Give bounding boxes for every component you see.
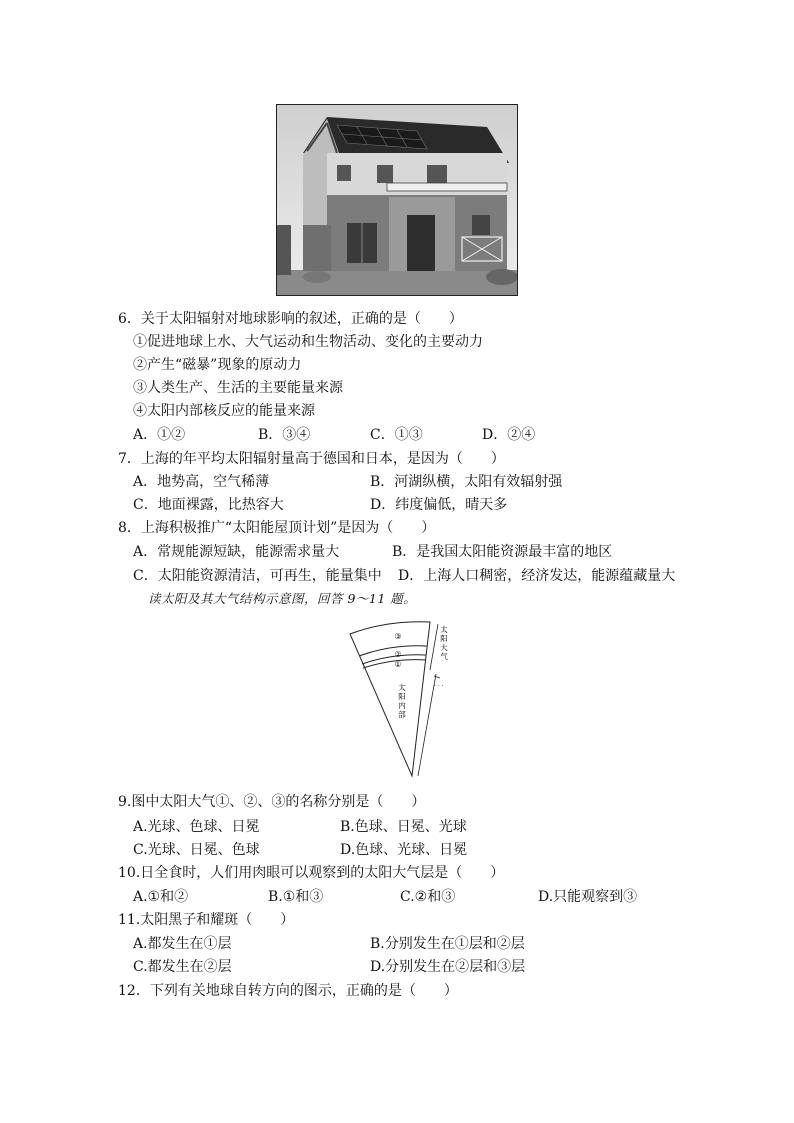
question-11-option-c: C.都发生在②层 — [133, 959, 232, 975]
interior-label-1: 太 — [398, 683, 406, 692]
question-11-option-b: B.分别发生在①层和②层 — [370, 936, 525, 952]
question-8-stem: 8．上海积极推广“太阳能屋顶计划”是因为（ ） — [118, 520, 436, 536]
question-7-option-b: B．河湖纵横，太阳有效辐射强 — [370, 474, 563, 490]
svg-text:· · ·: · · · — [434, 683, 444, 690]
layer-2-label: ② — [394, 650, 402, 659]
question-8-option-c: C．太阳能资源清洁，可再生，能量集中 — [133, 568, 382, 584]
question-10-option-c: C.②和③ — [400, 889, 456, 905]
question-8-option-b: B．是我国太阳能资源最丰富的地区 — [392, 544, 613, 560]
question-10-option-d: D.只能观察到③ — [538, 889, 638, 905]
interior-label-4: 部 — [398, 710, 406, 719]
question-9-stem: 9.图中太阳大气①、②、③的名称分别是（ ） — [118, 794, 426, 810]
question-7-option-c: C．地面裸露，比热容大 — [133, 497, 284, 513]
interior-label-2: 阳 — [398, 692, 406, 701]
question-6-option-c: C．①③ — [370, 427, 423, 443]
question-7-option-d: D．纬度偏低，晴天多 — [370, 497, 508, 513]
question-6-item-3: ③人类生产、生活的主要能量来源 — [133, 380, 343, 396]
question-9-option-a: A.光球、色球、日冕 — [133, 819, 260, 835]
layer-1-label: ① — [394, 660, 402, 669]
question-6-item-1: ①促进地球上水、大气运动和生物活动、变化的主要动力 — [133, 334, 483, 350]
atmosphere-label-3: 大 — [440, 643, 448, 652]
question-11-option-d: D.分别发生在②层和③层 — [370, 959, 526, 975]
question-7-stem: 7．上海的年平均太阳辐射量高于德国和日本，是因为（ ） — [118, 451, 505, 467]
question-6-option-a: A．①② — [133, 427, 186, 443]
diagram-intro: 读太阳及其大气结构示意图，回答 9～11 题。 — [148, 591, 417, 606]
interior-label-3: 内 — [398, 701, 406, 710]
question-10-option-b: B.①和③ — [268, 889, 324, 905]
question-6-stem: 6．关于太阳辐射对地球影响的叙述，正确的是（ ） — [118, 311, 463, 327]
sun-structure-diagram — [340, 618, 470, 783]
layer-3-label: ③ — [394, 632, 402, 641]
question-8-option-a: A．常规能源短缺，能源需求量大 — [133, 544, 340, 560]
question-12-stem: 12．下列有关地球自转方向的图示，正确的是（ ） — [118, 983, 458, 999]
atmosphere-label-1: 太 — [440, 625, 448, 634]
solar-roof-house-photo — [276, 104, 518, 296]
question-6-item-4: ④太阳内部核反应的能量来源 — [133, 403, 315, 419]
question-10-option-a: A.①和② — [133, 889, 189, 905]
question-9-option-b: B.色球、日冕、光球 — [340, 819, 467, 835]
question-8-option-d: D．上海人口稠密，经济发达，能源蕴藏量大 — [398, 568, 676, 584]
question-11-option-a: A.都发生在①层 — [133, 936, 232, 952]
question-7-option-a: A．地势高，空气稀薄 — [133, 474, 270, 490]
question-11-stem: 11.太阳黑子和耀斑（ ） — [118, 912, 295, 928]
question-6-option-b: B．③④ — [258, 427, 311, 443]
atmosphere-label-4: 气 — [440, 652, 448, 661]
question-9-option-d: D.色球、光球、日冕 — [340, 842, 468, 858]
atmosphere-label-2: 阳 — [440, 634, 448, 643]
question-10-stem: 10.日全食时，人们用肉眼可以观察到的太阳大气层是（ ） — [118, 865, 505, 881]
question-9-option-c: C.光球、日冕、色球 — [133, 842, 260, 858]
question-6-item-2: ②产生“磁暴”现象的原动力 — [133, 357, 302, 373]
question-6-option-d: D．②④ — [482, 427, 536, 443]
